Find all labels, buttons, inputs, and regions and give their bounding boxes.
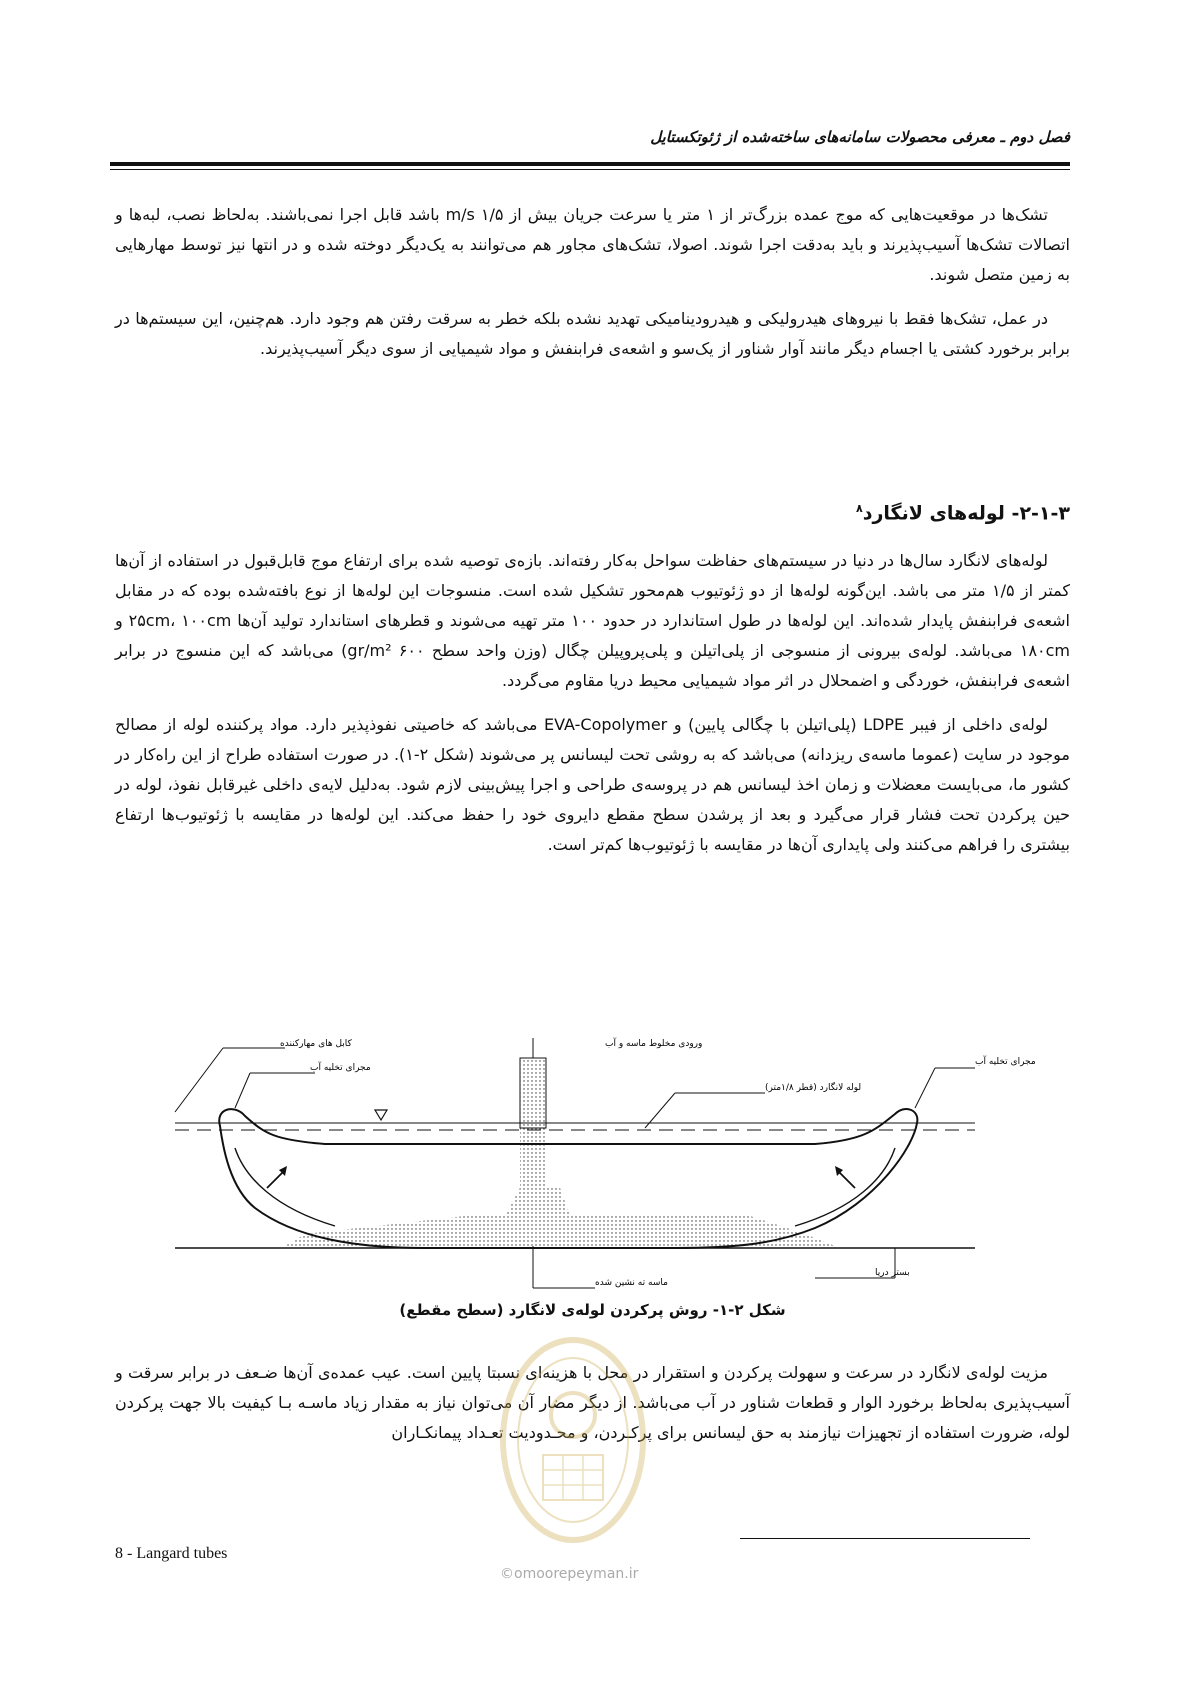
section-title: لوله‌های لانگارد [862,502,1005,525]
paragraph: تشک‌ها در موقعیت‌هایی که موج عمده بزرگ‌تر از ۱ متر یا سرعت جریان بیش از m/s ۱/۵ باشد قابل اجرا نمی‌باشند. به‌لحاظ نصب، لبه‌ها و اتصالات تشک‌ها آسیب‌پذیرند و باید به‌دقت اجرا شوند. اصولا، تشک‌های مجاور هم می‌توانند به یک‌دیگر دوخته شده و در انتها نیز توسط مهارهایی به زمین متصل شوند. [115,205,1070,284]
watermark-site [500,1566,638,1582]
paragraph: لوله‌های لانگارد سال‌ها در دنیا در سیستم‌های حفاظت سواحل به‌کار رفته‌اند. بازه‌ی توصیه شده برای ارتفاع موج قابل‌قبول در استفاده از آن‌ها کمتر از ۱/۵ متر می باشد. این‌گونه لوله‌ها از دو ژئوتیوب هم‌محور تشکیل شده است. منسوجات این لوله‌ها از نوع بافته‌شده بوده که در مقابل اشعه‌ی فرابنفش پایدار شده‌اند. این لوله‌ها در طول استاندارد در حدود ۱۰۰ متر تهیه می‌شوند و قطرهای استاندارد تولید آن‌ها ۲۵cm، ۱۰۰cm و ۱۸۰cm می‌باشد. لوله‌ی بیرونی از منسوجی از پلی‌اتیلن و پلی‌پروپیلن چگال (وزن واحد سطح ۶۰۰ gr/m²) می‌باشد که این منسوج در برابر اشعه‌ی فرابنفش، خوردگی و اضمحلال در اثر مواد شیمیایی محیط دریا مقاوم می‌گردد. [115,551,1071,690]
header-rule-thin [110,169,1070,170]
body-text-top [115,200,1070,378]
figure-caption: شکل ۲-۱- روش پرکردن لوله‌ی لانگارد (سطح مقطع) [399,1301,786,1319]
label-anchor-cables: کابل های مهارکننده [280,1039,352,1049]
leader-drain-right [915,1068,935,1108]
running-header: فصل دوم ـ معرفی محصولات سامانه‌های ساخته‌شده از ژئوتکستایل [650,128,1070,146]
inlet-pipe [520,1058,546,1128]
watermark-logo [498,1335,648,1545]
copyright-icon: © [500,1566,514,1582]
paragraph: مزیت لوله‌ی لانگارد در سرعت و سهولت پرکردن و استقرار در محل با هزینه‌ای نسبتا پایین است. عیب عمده‌ی آن‌ها ضـعف در برابر سرقت و آسیب‌پذیری به‌لحاظ برخورد الوار و قطعات شناور در آب می‌باشد. از دیگر مضار آن می‌توان نیاز به مقدار زیاد ماسـه بـا کیفیت بالا جهت پرکردن لوله، ضرورت استفاده از تجهیزات نیازمند به حق لیسانس برای پرکـردن، و محـدودیت تعـداد پیمانکـاران [115,1363,1070,1442]
inlet-column [520,1128,546,1188]
label-inlet: ورودی مخلوط ماسه و آب [605,1039,703,1049]
tube-inner-curve-right [795,1148,895,1226]
label-tube: لوله لانگارد (قطر ۱/۸متر) [765,1083,862,1093]
leader-anchor [175,1048,223,1112]
label-seabed: بستر دریا [875,1268,910,1278]
footnote: 8 - Langard tubes [115,1545,228,1562]
footnote-rule [740,1538,1030,1539]
body-text-mid [115,546,1070,874]
tube-inner-curve-left [235,1148,335,1226]
label-drain-right: مجرای تخلیه آب [975,1057,1036,1067]
paragraph: در عمل، تشک‌ها فقط با نیروهای هیدرولیکی و هیدرودینامیکی تهدید نشده بلکه خطر به سرقت رفتن هم وجود دارد. هم‌چنین، این سیستم‌ها در برابر برخورد کشتی یا اجسام دیگر مانند آوار شناور از یک‌سو و اشعه‌ی فرابنفش و مواد شیمیایی از سوی دیگر آسیب‌پذیرند. [115,309,1070,358]
water-level-symbol [375,1110,387,1120]
watermark-site-text: omoorepeyman.ir [514,1566,639,1582]
langard-tube-diagram [175,1039,1036,1293]
footnote-ref: ۸ [856,502,863,515]
section-number: ۲-۱-۳- [1011,502,1070,525]
leader-drain-left [235,1073,250,1108]
section-heading [856,502,1070,524]
header-rule-thick [110,162,1070,166]
label-drain-left: مجرای تخلیه آب [310,1063,371,1073]
paragraph: لوله‌ی داخلی از فیبر LDPE (پلی‌اتیلن با چگالی پایین) و EVA-Copolymer می‌باشد که خاصیتی نفوذپذیر دارد. مواد پرکننده لوله از مصالح موجود در سایت (عموما ماسه‌ی ریزدانه) می‌باشد که به روشی تحت لیسانس پر می‌شوند (شکل ۲-۱). در صورت استفاده طراح از این راه‌کار در کشور ما، می‌بایست معضلات و زمان اخذ لیسانس هم در پروسه‌ی طراحی و اجرا پیش‌بینی لازم شود. به‌دلیل لایه‌ی داخلی غیرقابل نفوذ، لوله در حین پرکردن تحت فشار قرار می‌گیرد و بعد از پرشدن سطح مقطع دایروی خود را حفظ می‌کند. این لوله‌ها در مقایسه با ژئوتیوب‌ها ارتفاع بیشتری را فراهم می‌کنند ولی پایداری آن‌ها در مقایسه با ژئوتیوب‌ها کم‌تر است. [115,715,1071,854]
label-settled-sand: ماسه ته نشین شده [595,1278,668,1288]
settled-sand-fill [285,1188,835,1246]
